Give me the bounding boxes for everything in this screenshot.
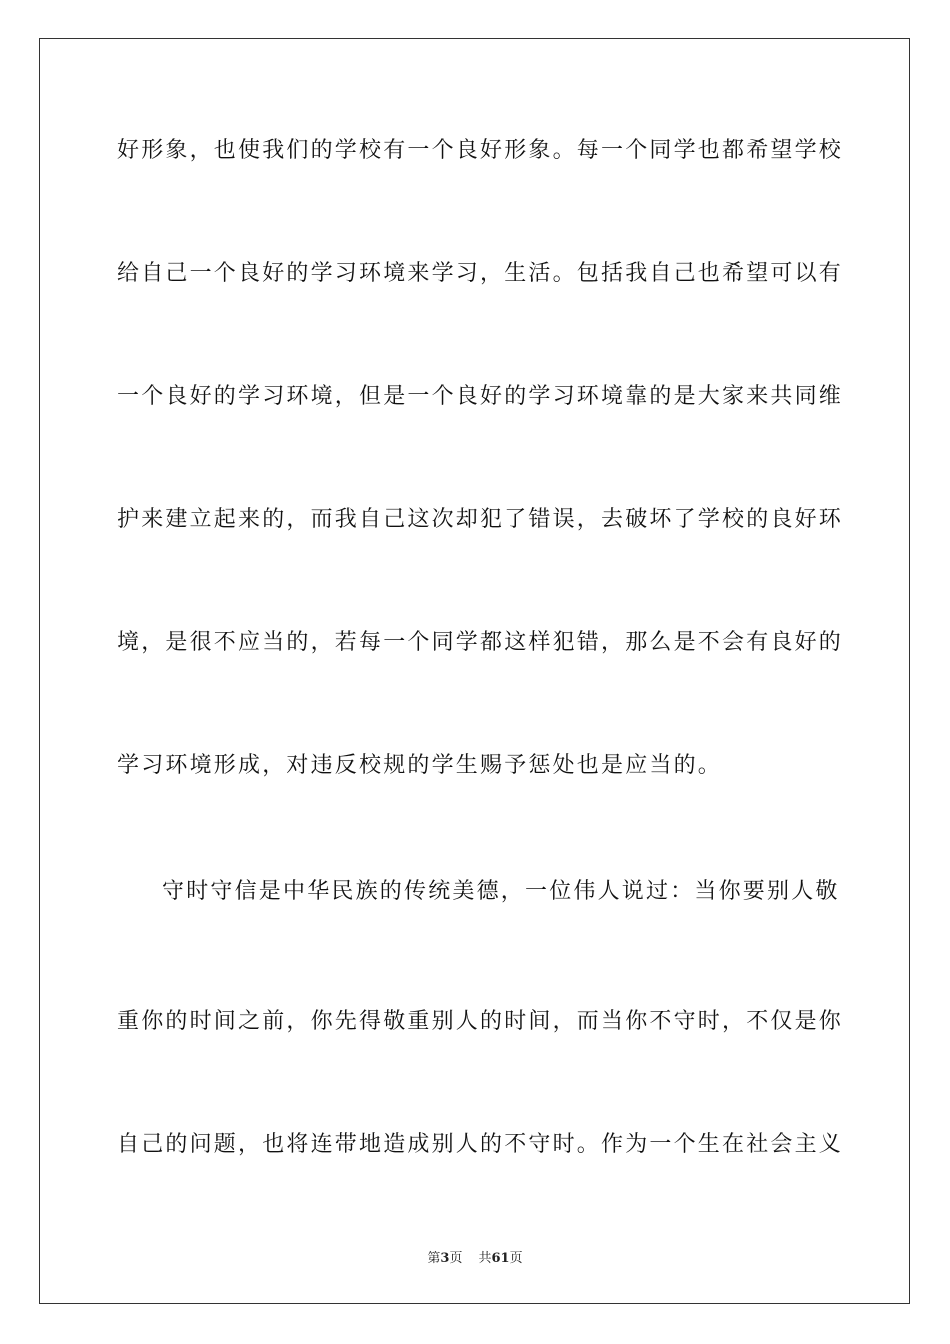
page-prefix: 第 bbox=[427, 1251, 441, 1266]
total-suffix: 页 bbox=[509, 1251, 523, 1266]
total-prefix: 共 bbox=[478, 1251, 492, 1266]
text-line-1: 好形象，也使我们的学校有一个良好形象。每一个同学也都希望学校 bbox=[117, 138, 844, 163]
page-suffix: 页 bbox=[449, 1251, 463, 1266]
text-line-3: 一个良好的学习环境，但是一个良好的学习环境靠的是大家来共同维 bbox=[117, 384, 844, 409]
text-line-8: 重你的时间之前，你先得敬重别人的时间，而当你不守时，不仅是你 bbox=[117, 1009, 844, 1034]
text-line-7-paragraph-start: 守时守信是中华民族的传统美德，一位伟人说过：当你要别人敬 bbox=[162, 879, 840, 904]
text-line-9: 自己的问题，也将连带地造成别人的不守时。作为一个生在社会主义 bbox=[117, 1132, 844, 1157]
text-line-5: 境，是很不应当的，若每一个同学都这样犯错，那么是不会有良好的 bbox=[117, 630, 844, 655]
text-line-2: 给自己一个良好的学习环境来学习，生活。包括我自己也希望可以有 bbox=[117, 261, 844, 286]
text-line-6: 学习环境形成，对违反校规的学生赐予惩处也是应当的。 bbox=[117, 753, 723, 778]
text-line-4: 护来建立起来的，而我自己这次却犯了错误，去破坏了学校的良好环 bbox=[117, 507, 844, 532]
total-pages: 61 bbox=[491, 1251, 510, 1266]
page-number: 3 bbox=[440, 1251, 450, 1266]
page-border bbox=[39, 38, 910, 1304]
page-footer bbox=[0, 1247, 950, 1266]
